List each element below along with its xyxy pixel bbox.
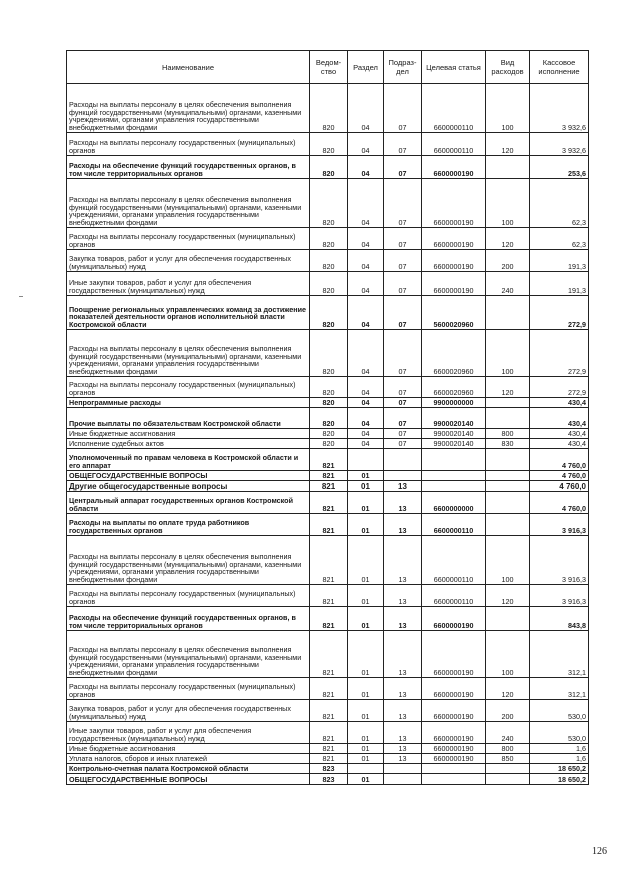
cell-razdel: 04 (348, 156, 384, 179)
cell-razdel: 01 (348, 774, 384, 785)
table-row (67, 398, 589, 408)
cell-vid-raskhodov (486, 296, 530, 330)
cell-name: ОБЩЕГОСУДАРСТВЕННЫЕ ВОПРОСЫ (67, 471, 310, 481)
table-row (67, 764, 589, 774)
cell-vid-raskhodov: 100 (486, 536, 530, 585)
cell-vedomstvo: 821 (310, 607, 348, 631)
cell-celevaya-statya: 6600000190 (422, 744, 486, 754)
cell-razdel: 01 (348, 631, 384, 678)
cell-podrazdel: 07 (384, 133, 422, 156)
cell-vedomstvo: 821 (310, 449, 348, 471)
cell-celevaya-statya: 6600000110 (422, 133, 486, 156)
cell-celevaya-statya: 9900020140 (422, 439, 486, 449)
cell-celevaya-statya (422, 471, 486, 481)
header-celevaya-statya: Целевая статья (422, 51, 486, 84)
cell-vedomstvo: 821 (310, 754, 348, 764)
cell-kassovoe-ispolnenie: 3 932,6 (530, 84, 589, 133)
cell-name: Закупка товаров, работ и услуг для обеспечения государственных (муниципальных) нужд (67, 700, 310, 722)
cell-name: Расходы на выплаты персоналу государственных (муниципальных) органов (67, 133, 310, 156)
cell-kassovoe-ispolnenie: 430,4 (530, 408, 589, 429)
cell-vid-raskhodov (486, 481, 530, 492)
cell-name: Расходы на выплаты по оплате труда работников государственных органов (67, 514, 310, 536)
cell-name: Уплата налогов, сборов и иных платежей (67, 754, 310, 764)
cell-razdel: 04 (348, 330, 384, 377)
cell-celevaya-statya (422, 764, 486, 774)
cell-celevaya-statya: 6600000190 (422, 156, 486, 179)
cell-podrazdel: 07 (384, 156, 422, 179)
cell-name: Прочие выплаты по обязательствам Костромской области (67, 408, 310, 429)
cell-vid-raskhodov: 240 (486, 722, 530, 744)
cell-podrazdel: 07 (384, 84, 422, 133)
cell-celevaya-statya: 6600000110 (422, 585, 486, 607)
cell-vedomstvo: 820 (310, 296, 348, 330)
cell-vid-raskhodov (486, 607, 530, 631)
table-row (67, 481, 589, 492)
cell-podrazdel: 07 (384, 179, 422, 228)
cell-podrazdel: 13 (384, 678, 422, 700)
cell-kassovoe-ispolnenie: 4 760,0 (530, 471, 589, 481)
table-row (67, 585, 589, 607)
cell-vid-raskhodov (486, 449, 530, 471)
cell-vedomstvo: 821 (310, 700, 348, 722)
cell-kassovoe-ispolnenie: 272,9 (530, 296, 589, 330)
cell-razdel: 04 (348, 228, 384, 250)
cell-podrazdel: 13 (384, 536, 422, 585)
cell-razdel: 04 (348, 84, 384, 133)
cell-podrazdel: 13 (384, 754, 422, 764)
cell-podrazdel: 13 (384, 700, 422, 722)
table-row (67, 631, 589, 678)
cell-razdel: 01 (348, 678, 384, 700)
table-row (67, 449, 589, 471)
cell-celevaya-statya: 6600020960 (422, 377, 486, 398)
cell-razdel: 04 (348, 133, 384, 156)
table-row (67, 774, 589, 785)
cell-celevaya-statya: 9900020140 (422, 408, 486, 429)
cell-razdel (348, 449, 384, 471)
cell-podrazdel: 07 (384, 250, 422, 272)
cell-podrazdel: 13 (384, 607, 422, 631)
cell-vid-raskhodov: 120 (486, 228, 530, 250)
cell-razdel: 04 (348, 296, 384, 330)
cell-celevaya-statya (422, 449, 486, 471)
cell-name: ОБЩЕГОСУДАРСТВЕННЫЕ ВОПРОСЫ (67, 774, 310, 785)
table-row (67, 471, 589, 481)
cell-vedomstvo: 821 (310, 631, 348, 678)
cell-celevaya-statya: 6600000190 (422, 631, 486, 678)
cell-kassovoe-ispolnenie: 3 932,6 (530, 133, 589, 156)
cell-celevaya-statya: 5600020960 (422, 296, 486, 330)
cell-name: Расходы на выплаты персоналу государственных (муниципальных) органов (67, 377, 310, 398)
cell-vedomstvo: 821 (310, 471, 348, 481)
cell-podrazdel: 07 (384, 330, 422, 377)
cell-celevaya-statya: 6600000190 (422, 678, 486, 700)
cell-vedomstvo: 823 (310, 774, 348, 785)
cell-name: Расходы на выплаты персоналу государственных (муниципальных) органов (67, 228, 310, 250)
cell-razdel: 04 (348, 179, 384, 228)
cell-podrazdel: 13 (384, 744, 422, 754)
header-kassovoe-ispolnenie: Кассовое исполнение (530, 51, 589, 84)
cell-vedomstvo: 821 (310, 481, 348, 492)
cell-celevaya-statya: 6600000190 (422, 754, 486, 764)
cell-vedomstvo: 820 (310, 228, 348, 250)
cell-vid-raskhodov (486, 398, 530, 408)
cell-vid-raskhodov: 800 (486, 744, 530, 754)
cell-podrazdel: 13 (384, 585, 422, 607)
cell-podrazdel: 13 (384, 631, 422, 678)
cell-vid-raskhodov: 120 (486, 585, 530, 607)
cell-razdel: 04 (348, 272, 384, 296)
cell-kassovoe-ispolnenie: 272,9 (530, 330, 589, 377)
table-row (67, 179, 589, 228)
table-row (67, 678, 589, 700)
cell-vid-raskhodov: 120 (486, 678, 530, 700)
cell-vedomstvo: 820 (310, 156, 348, 179)
cell-razdel: 01 (348, 481, 384, 492)
cell-name: Поощрение региональных управленческих команд за достижение показателей деятельности органов исполнительной власти Костромской области (67, 296, 310, 330)
cell-vedomstvo: 820 (310, 377, 348, 398)
cell-name: Расходы на выплаты персоналу в целях обеспечения выполнения функций государственными (муниципальными) органами, казенными учреждениями, органами управления государственными внебюджетными фондами (67, 179, 310, 228)
header-vedomstvo: Ведом-ство (310, 51, 348, 84)
cell-vedomstvo: 821 (310, 585, 348, 607)
cell-vid-raskhodov (486, 514, 530, 536)
cell-razdel: 01 (348, 700, 384, 722)
cell-razdel: 04 (348, 408, 384, 429)
cell-vedomstvo: 821 (310, 678, 348, 700)
cell-vedomstvo: 823 (310, 764, 348, 774)
table-row (67, 439, 589, 449)
cell-vid-raskhodov (486, 156, 530, 179)
cell-kassovoe-ispolnenie: 843,8 (530, 607, 589, 631)
cell-podrazdel: 07 (384, 296, 422, 330)
cell-vid-raskhodov: 120 (486, 133, 530, 156)
cell-name: Расходы на выплаты персоналу государственных (муниципальных) органов (67, 678, 310, 700)
cell-podrazdel: 07 (384, 272, 422, 296)
cell-vid-raskhodov: 100 (486, 179, 530, 228)
cell-celevaya-statya: 6600000190 (422, 722, 486, 744)
table-body (67, 84, 589, 785)
table-header-row (67, 51, 589, 84)
cell-name: Расходы на выплаты персоналу в целях обеспечения выполнения функций государственными (муниципальными) органами, казенными учреждениями, органами управления государственными внебюджетными фондами (67, 84, 310, 133)
cell-vid-raskhodov: 200 (486, 700, 530, 722)
cell-vedomstvo: 821 (310, 492, 348, 514)
cell-celevaya-statya: 6600000190 (422, 250, 486, 272)
cell-vid-raskhodov (486, 492, 530, 514)
cell-podrazdel: 07 (384, 408, 422, 429)
cell-razdel: 01 (348, 754, 384, 764)
cell-vid-raskhodov: 120 (486, 377, 530, 398)
cell-podrazdel: 07 (384, 398, 422, 408)
cell-kassovoe-ispolnenie: 3 916,3 (530, 514, 589, 536)
cell-kassovoe-ispolnenie: 62,3 (530, 179, 589, 228)
cell-kassovoe-ispolnenie: 4 760,0 (530, 492, 589, 514)
cell-celevaya-statya: 6600000110 (422, 514, 486, 536)
cell-podrazdel (384, 774, 422, 785)
cell-name: Закупка товаров, работ и услуг для обеспечения государственных (муниципальных) нужд (67, 250, 310, 272)
cell-name: Иные бюджетные ассигнования (67, 744, 310, 754)
cell-kassovoe-ispolnenie: 430,4 (530, 398, 589, 408)
cell-razdel: 04 (348, 439, 384, 449)
table-row (67, 228, 589, 250)
cell-podrazdel (384, 471, 422, 481)
cell-vedomstvo: 820 (310, 398, 348, 408)
cell-razdel: 01 (348, 514, 384, 536)
cell-kassovoe-ispolnenie: 62,3 (530, 228, 589, 250)
margin-mark (19, 296, 23, 297)
cell-vid-raskhodov (486, 774, 530, 785)
cell-vedomstvo: 821 (310, 536, 348, 585)
cell-vedomstvo: 821 (310, 514, 348, 536)
cell-kassovoe-ispolnenie: 191,3 (530, 272, 589, 296)
page-number: 126 (592, 846, 607, 857)
cell-kassovoe-ispolnenie: 530,0 (530, 700, 589, 722)
table-row (67, 536, 589, 585)
table-row (67, 408, 589, 429)
cell-celevaya-statya: 9900000000 (422, 398, 486, 408)
cell-vedomstvo: 820 (310, 429, 348, 439)
table-row (67, 156, 589, 179)
cell-kassovoe-ispolnenie: 430,4 (530, 439, 589, 449)
cell-podrazdel: 13 (384, 722, 422, 744)
table-row (67, 607, 589, 631)
cell-name: Расходы на выплаты персоналу в целях обеспечения выполнения функций государственными (муниципальными) органами, казенными учреждениями, органами управления государственными внебюджетными фондами (67, 631, 310, 678)
cell-kassovoe-ispolnenie: 18 650,2 (530, 774, 589, 785)
cell-celevaya-statya: 6600000190 (422, 228, 486, 250)
cell-name: Расходы на выплаты персоналу в целях обеспечения выполнения функций государственными (муниципальными) органами, казенными учреждениями, органами управления государственными внебюджетными фондами (67, 330, 310, 377)
table-row (67, 744, 589, 754)
cell-name: Контрольно-счетная палата Костромской области (67, 764, 310, 774)
header-razdel: Раздел (348, 51, 384, 84)
cell-vedomstvo: 820 (310, 133, 348, 156)
table-row (67, 272, 589, 296)
table-row (67, 700, 589, 722)
cell-kassovoe-ispolnenie: 530,0 (530, 722, 589, 744)
table-row (67, 84, 589, 133)
cell-kassovoe-ispolnenie: 430,4 (530, 429, 589, 439)
table-row (67, 133, 589, 156)
cell-name: Уполномоченный по правам человека в Костромской области и его аппарат (67, 449, 310, 471)
cell-name: Иные бюджетные ассигнования (67, 429, 310, 439)
table-row (67, 377, 589, 398)
cell-vedomstvo: 820 (310, 439, 348, 449)
cell-vedomstvo: 820 (310, 250, 348, 272)
cell-celevaya-statya: 6600000190 (422, 272, 486, 296)
cell-name: Расходы на выплаты персоналу государственных (муниципальных) органов (67, 585, 310, 607)
cell-vid-raskhodov: 100 (486, 330, 530, 377)
cell-vid-raskhodov (486, 408, 530, 429)
cell-name: Непрограммные расходы (67, 398, 310, 408)
cell-vid-raskhodov: 200 (486, 250, 530, 272)
cell-podrazdel: 07 (384, 377, 422, 398)
cell-name: Иные закупки товаров, работ и услуг для обеспечения государственных (муниципальных) нужд (67, 722, 310, 744)
cell-name: Расходы на обеспечение функций государственных органов, в том числе территориальных органов (67, 607, 310, 631)
cell-kassovoe-ispolnenie: 253,6 (530, 156, 589, 179)
cell-vid-raskhodov (486, 764, 530, 774)
cell-vedomstvo: 820 (310, 179, 348, 228)
cell-vid-raskhodov: 800 (486, 429, 530, 439)
cell-vedomstvo: 820 (310, 84, 348, 133)
cell-kassovoe-ispolnenie: 312,1 (530, 678, 589, 700)
table-row (67, 296, 589, 330)
cell-razdel: 04 (348, 398, 384, 408)
cell-razdel: 04 (348, 250, 384, 272)
cell-celevaya-statya: 6600000110 (422, 84, 486, 133)
cell-razdel: 01 (348, 536, 384, 585)
cell-razdel: 04 (348, 429, 384, 439)
header-podrazdel: Подраз-дел (384, 51, 422, 84)
cell-celevaya-statya (422, 481, 486, 492)
table-row (67, 492, 589, 514)
header-name: Наименование (67, 51, 310, 84)
cell-kassovoe-ispolnenie: 3 916,3 (530, 536, 589, 585)
cell-name: Расходы на выплаты персоналу в целях обеспечения выполнения функций государственными (муниципальными) органами, казенными учреждениями, органами управления государственными внебюджетными фондами (67, 536, 310, 585)
cell-vedomstvo: 820 (310, 272, 348, 296)
cell-razdel: 01 (348, 607, 384, 631)
cell-vedomstvo: 820 (310, 330, 348, 377)
cell-podrazdel: 07 (384, 228, 422, 250)
cell-vid-raskhodov: 100 (486, 84, 530, 133)
budget-document (66, 50, 588, 785)
cell-kassovoe-ispolnenie: 272,9 (530, 377, 589, 398)
cell-name: Расходы на обеспечение функций государственных органов, в том числе территориальных органов (67, 156, 310, 179)
table-row (67, 429, 589, 439)
cell-celevaya-statya (422, 774, 486, 785)
table-row (67, 250, 589, 272)
cell-razdel: 01 (348, 744, 384, 754)
cell-podrazdel: 13 (384, 514, 422, 536)
cell-podrazdel: 07 (384, 439, 422, 449)
cell-razdel (348, 764, 384, 774)
cell-celevaya-statya: 6600000190 (422, 700, 486, 722)
cell-razdel: 01 (348, 471, 384, 481)
cell-vid-raskhodov: 850 (486, 754, 530, 764)
cell-kassovoe-ispolnenie: 191,3 (530, 250, 589, 272)
cell-kassovoe-ispolnenie: 1,6 (530, 744, 589, 754)
cell-name: Исполнение судебных актов (67, 439, 310, 449)
cell-vid-raskhodov: 100 (486, 631, 530, 678)
table-row (67, 754, 589, 764)
cell-vid-raskhodov: 830 (486, 439, 530, 449)
cell-name: Другие общегосударственные вопросы (67, 481, 310, 492)
header-vid-raskhodov: Вид расходов (486, 51, 530, 84)
cell-razdel: 01 (348, 722, 384, 744)
cell-kassovoe-ispolnenie: 4 760,0 (530, 449, 589, 471)
cell-celevaya-statya: 6600020960 (422, 330, 486, 377)
table-row (67, 514, 589, 536)
cell-razdel: 01 (348, 585, 384, 607)
cell-name: Иные закупки товаров, работ и услуг для обеспечения государственных (муниципальных) нужд (67, 272, 310, 296)
table-row (67, 722, 589, 744)
cell-podrazdel (384, 764, 422, 774)
cell-vedomstvo: 821 (310, 722, 348, 744)
cell-celevaya-statya: 6600000190 (422, 607, 486, 631)
cell-kassovoe-ispolnenie: 18 650,2 (530, 764, 589, 774)
cell-vedomstvo: 820 (310, 408, 348, 429)
cell-podrazdel: 07 (384, 429, 422, 439)
cell-celevaya-statya: 6600000000 (422, 492, 486, 514)
cell-name: Центральный аппарат государственных органов Костромской области (67, 492, 310, 514)
table-row (67, 330, 589, 377)
cell-kassovoe-ispolnenie: 4 760,0 (530, 481, 589, 492)
budget-table (66, 50, 589, 785)
cell-razdel: 01 (348, 492, 384, 514)
cell-celevaya-statya: 6600000190 (422, 179, 486, 228)
cell-vedomstvo: 821 (310, 744, 348, 754)
cell-razdel: 04 (348, 377, 384, 398)
cell-kassovoe-ispolnenie: 1,6 (530, 754, 589, 764)
cell-podrazdel: 13 (384, 481, 422, 492)
cell-podrazdel (384, 449, 422, 471)
cell-podrazdel: 13 (384, 492, 422, 514)
cell-kassovoe-ispolnenie: 3 916,3 (530, 585, 589, 607)
cell-celevaya-statya: 6600000110 (422, 536, 486, 585)
cell-celevaya-statya: 9900020140 (422, 429, 486, 439)
cell-kassovoe-ispolnenie: 312,1 (530, 631, 589, 678)
cell-vid-raskhodov: 240 (486, 272, 530, 296)
cell-vid-raskhodov (486, 471, 530, 481)
